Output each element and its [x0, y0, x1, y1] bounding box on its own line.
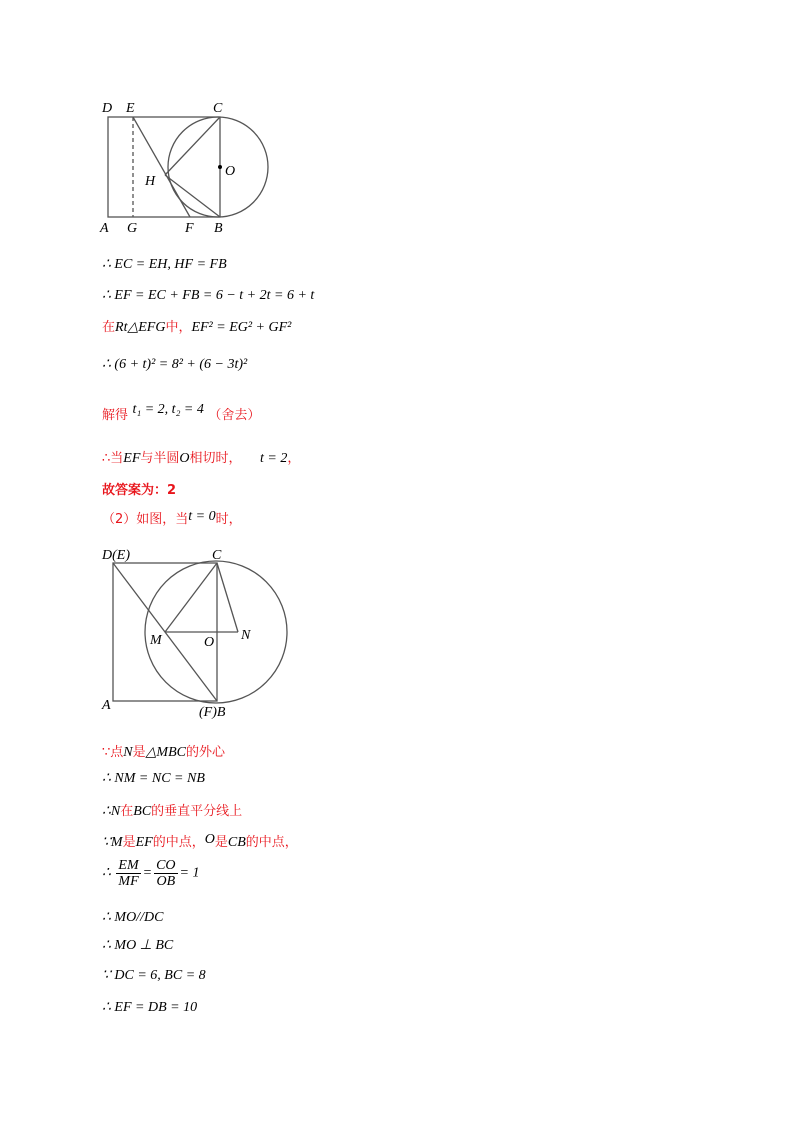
text-zhong: 中， — [165, 320, 192, 335]
line-perp-bisector — [102, 800, 242, 820]
math-equals: = — [142, 865, 153, 881]
label-d: D — [102, 101, 113, 116]
line-part-2 — [102, 508, 242, 528]
segment-cn — [217, 563, 238, 632]
math-cb: CB — [227, 835, 246, 850]
text-shi: 时， — [215, 512, 242, 527]
text-zai: 在 — [102, 320, 116, 335]
label-a: A — [100, 221, 109, 236]
math-n-2: N — [110, 804, 121, 819]
rectangle-abcd — [108, 117, 220, 217]
line-mo-parallel: ∴ MO//DC — [102, 910, 164, 925]
math-ef: EF — [123, 451, 141, 466]
text-shi-2: 是 — [132, 745, 146, 760]
line-pythagoras — [102, 316, 291, 336]
label-n: N — [241, 628, 251, 643]
text-part2-intro: （2）如图，当 — [102, 512, 189, 527]
figure-2-diagram — [95, 543, 295, 723]
line-equation: ∴ (6 + t)² = 8² + (6 − 3t)² — [102, 357, 248, 372]
line-ec-eh: ∴ EC = EH, HF = FB — [102, 257, 227, 272]
frac-numerator-co: CO — [156, 858, 176, 873]
math-bc: BC — [133, 804, 152, 819]
frac-denominator-ob: OB — [156, 874, 176, 889]
text-dang: ∴当 — [102, 451, 124, 466]
fraction-em-mf — [116, 858, 140, 889]
math-therefore-2: ∴ — [102, 865, 111, 881]
math-o: O — [179, 451, 190, 466]
label-m: M — [150, 633, 162, 648]
frac-denominator-mf: MF — [118, 874, 139, 889]
text-jiede: 解得 — [102, 408, 129, 423]
text-zhongdian: 的中点， — [152, 835, 205, 850]
text-shi-4: 是 — [214, 835, 228, 850]
math-mbc: △MBC — [145, 745, 186, 760]
math-equals-one: = 1 — [179, 865, 200, 881]
math-m: M — [110, 835, 123, 850]
label-h: H — [145, 174, 156, 189]
text-shequ: （舍去） — [208, 408, 261, 423]
math-t-0: t = 0 — [188, 509, 216, 524]
line-dc-bc: ∵ DC = 6, BC = 8 — [102, 968, 206, 983]
text-xiangqie: 相切时， — [189, 451, 242, 466]
label-c: C — [213, 101, 223, 116]
math-t-2: t = 2 — [260, 451, 288, 466]
line-mo-perp: ∴ MO ⊥ BC — [102, 938, 174, 953]
text-zai-2: 在 — [120, 804, 134, 819]
text-comma: ， — [287, 451, 301, 466]
line-tangent — [102, 447, 300, 467]
label-e: E — [126, 101, 135, 116]
text-chuizhi: 的垂直平分线上 — [151, 804, 243, 819]
label-d-e: D(E) — [102, 548, 130, 563]
line-ratio — [102, 858, 200, 889]
math-n: N — [123, 745, 133, 760]
text-yubanyuan: 与半圆 — [140, 451, 180, 466]
label-o-2: O — [204, 635, 215, 650]
line-ef-db: ∴ EF = DB = 10 — [102, 1000, 198, 1015]
fraction-co-ob — [154, 858, 177, 889]
text-waixin: 的外心 — [185, 745, 225, 760]
math-therefore: ∴ — [102, 804, 111, 819]
label-g: G — [127, 221, 138, 236]
label-b: B — [214, 221, 223, 236]
math-o-2: O — [204, 832, 215, 847]
label-o: O — [225, 164, 236, 179]
label-a-2: A — [102, 698, 111, 713]
text-shi-3: 是 — [122, 835, 136, 850]
frac-numerator-em: EM — [118, 858, 139, 873]
line-midpoints — [102, 831, 298, 851]
label-f-b: (F)B — [199, 705, 226, 720]
math-because: ∵ — [102, 835, 111, 850]
line-solve — [102, 404, 260, 424]
line-answer: 故答案为：2 — [102, 483, 177, 498]
line-ef-sum: ∴ EF = EC + FB = 6 − t + 2t = 6 + t — [102, 288, 315, 303]
math-t-values: t₁ = 2, t₂ = 4 — [132, 402, 204, 417]
line-circumcenter — [102, 741, 225, 761]
label-c-2: C — [212, 548, 222, 563]
math-rt-efg: Rt△EFG — [115, 320, 166, 335]
text-dian: ∵点 — [102, 745, 124, 760]
center-o-dot — [218, 165, 222, 169]
label-f: F — [185, 221, 194, 236]
math-ef-squared: EF² = EG² + GF² — [191, 320, 292, 335]
figure-1-diagram — [95, 95, 280, 240]
line-nm-nc-nb: ∴ NM = NC = NB — [102, 771, 205, 786]
segment-mc — [165, 563, 217, 632]
text-zhongdian-2: 的中点， — [245, 835, 298, 850]
math-ef-2: EF — [135, 835, 153, 850]
